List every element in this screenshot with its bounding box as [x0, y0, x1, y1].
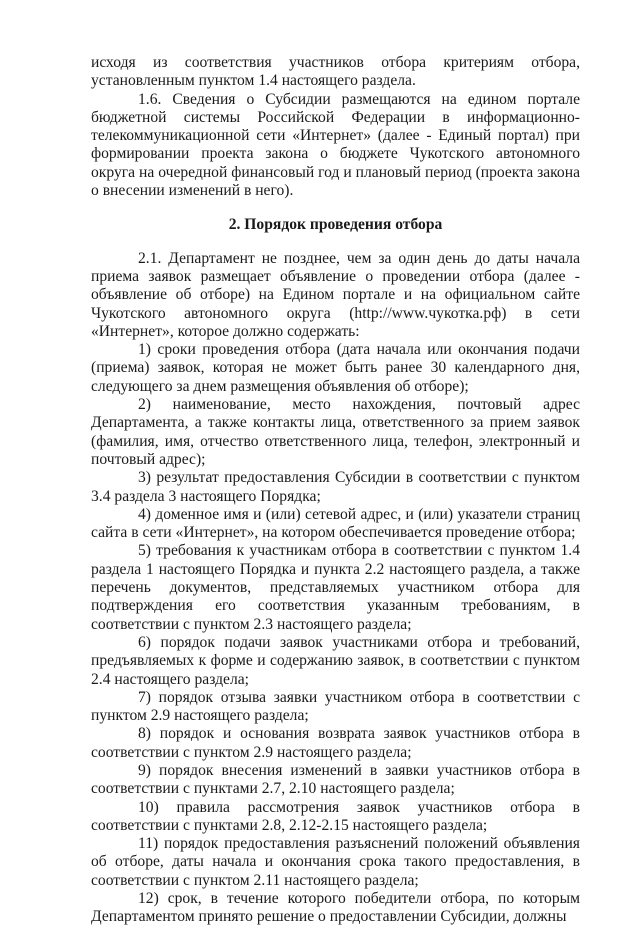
- section-title: 2. Порядок проведения отбора: [228, 216, 443, 234]
- list-item-5: 5) требования к участникам отбора в соответствии с пунктом 1.4 раздела 1 настоящего Порядка и пункта 2.2 настоящего раздела, а также перечень документов, представляемых участником отбора для подтверждения его соответствия указанным требованиям, в соответствии с пунктом 2.3 настоящего раздела;: [91, 542, 580, 633]
- list-item-10: 10) правила рассмотрения заявок участников отбора в соответствии с пунктами 2.8, 2.12-2.15 настоящего раздела;: [91, 798, 580, 834]
- paragraph-2-1: 2.1. Департамент не позднее, чем за один день до даты начала приема заявок размещает объявление о проведении отбора (далее - объявление об отборе) на Едином портале и на официальном сайте Чукотского автономного округа (http://www.чукотка.рф) в сети «Интернет», которое должно содержать:: [91, 249, 580, 340]
- list-item-6: 6) порядок подачи заявок участниками отбора и требований, предъявляемых к форме и содержанию заявок, в соответствии с пунктом 2.4 настоящего раздела;: [91, 633, 580, 688]
- list-item-8: 8) порядок и основания возврата заявок участников отбора в соответствии с пунктом 2.9 настоящего раздела;: [91, 725, 580, 761]
- list-item-4: 4) доменное имя и (или) сетевой адрес, и (или) указатели страниц сайта в сети «Интернет», на котором обеспечивается проведение отбора;: [91, 505, 580, 542]
- list-item-9: 9) порядок внесения изменений в заявки участников отбора в соответствии с пунктами 2.7, 2.10 настоящего раздела;: [91, 761, 580, 798]
- intro-paragraph-2: 1.6. Сведения о Субсидии размещаются на едином портале бюджетной системы Российской Федерации в информационно-телекоммуникационной сети «Интернет» (далее - Единый портал) при формировании проекта закона о бюджете Чукотского автономного округа на очередной финансовый год и плановый период (проекта закона о внесении изменений в него).: [91, 90, 580, 200]
- list-item-11: 11) порядок предоставления разъяснений положений объявления об отборе, даты начала и окончания срока такого предоставления, в соответствии с пунктом 2.11 настоящего раздела;: [91, 835, 580, 889]
- list-item-3: 3) результат предоставления Субсидии в соответствии с пунктом 3.4 раздела 3 настоящего Порядка;: [91, 469, 580, 505]
- list-item-2: 2) наименование, место нахождения, почтовый адрес Департамента, а также контакты лица, ответственного за прием заявок (фамилия, имя, отчество ответственного лица, телефон, электронный и почтовый адрес);: [91, 396, 580, 468]
- list-item-12: 12) срок, в течение которого победители отбора, по которым Департаментом принято решение о предоставлении Субсидии, должны: [91, 890, 580, 926]
- document-body: [91, 54, 580, 927]
- intro-paragraph-1: исходя из соответствия участников отбора критериям отбора, установленным пунктом 1.4 настоящего раздела.: [91, 54, 580, 90]
- list-item-7: 7) порядок отзыва заявки участником отбора в соответствии с пунктом 2.9 настоящего раздела;: [91, 688, 580, 725]
- list-item-1: 1) сроки проведения отбора (дата начала или окончания подачи (приема) заявок, которая не может быть ранее 30 календарного дня, следующего за днем размещения объявления об отборе);: [91, 341, 580, 395]
